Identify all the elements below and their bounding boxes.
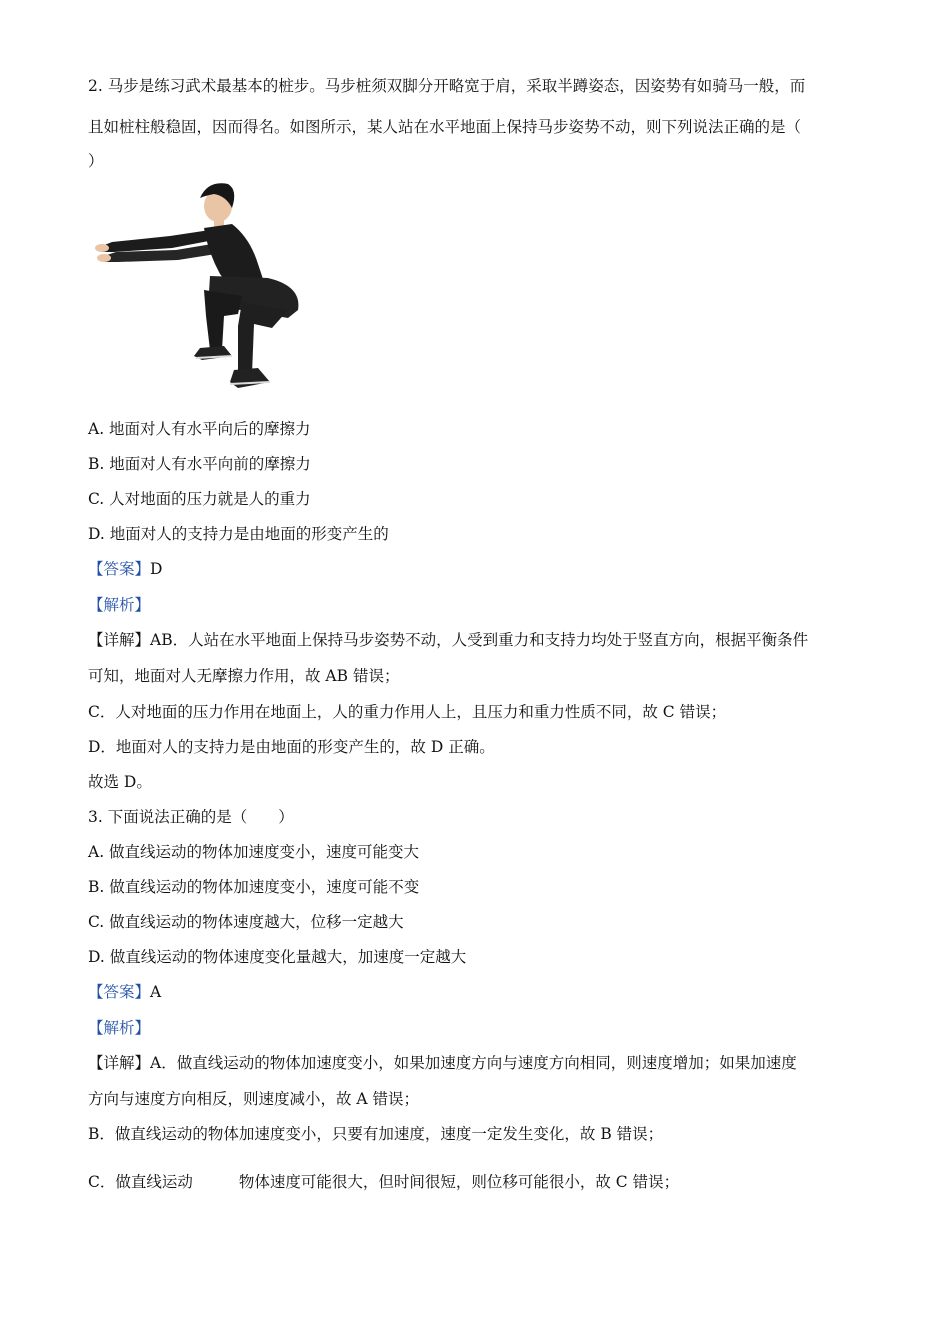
q2-option-b: B. 地面对人有水平向前的摩擦力 bbox=[88, 455, 311, 473]
q2-detail-line-4: D．地面对人的支持力是由地面的形变产生的，故 D 正确。 bbox=[88, 738, 495, 756]
detail-tag: 【详解】 bbox=[88, 631, 151, 649]
detail-text: AB．人站在水平地面上保持马步姿势不动，人受到重力和支持力均处于竖直方向，根据平衡条件 bbox=[150, 631, 809, 649]
q2-analysis-tag bbox=[88, 595, 150, 615]
q3-option-b: B. 做直线运动的物体加速度变小，速度可能不变 bbox=[88, 878, 420, 896]
q3-option-c: C. 做直线运动的物体速度越大，位移一定越大 bbox=[88, 913, 404, 931]
q2-detail-line-5: 故选 D。 bbox=[88, 773, 152, 791]
q3-answer bbox=[88, 982, 161, 1002]
q3-analysis-tag bbox=[88, 1018, 150, 1038]
q3-detail-line-1 bbox=[88, 1053, 797, 1073]
q2-detail-line-3: C．人对地面的压力作用在地面上，人的重力作用人上，且压力和重力性质不同，故 C 错误； bbox=[88, 703, 727, 721]
answer-tag: 【答案】 bbox=[88, 983, 151, 1001]
detail-text: A．做直线运动的物体加速度变小，如果加速度方向与速度方向相同，则速度增加；如果加速度 bbox=[150, 1054, 797, 1072]
answer-value: A bbox=[150, 983, 162, 1001]
detail-text-part-2: 物体速度可能很大，但时间很短，则位移可能很小，故 C 错误； bbox=[238, 1173, 680, 1191]
analysis-tag: 【解析】 bbox=[88, 1019, 151, 1037]
q2-option-d: D. 地面对人的支持力是由地面的形变产生的 bbox=[88, 525, 389, 543]
q3-option-d: D. 做直线运动的物体速度变化量越大，加速度一定越大 bbox=[88, 948, 467, 966]
q2-stem-line-2: 且如桩柱般稳固，因而得名。如图所示，某人站在水平地面上保持马步姿势不动，则下列说法正确的是（ bbox=[88, 118, 802, 136]
q3-option-a: A. 做直线运动的物体加速度变小，速度可能变大 bbox=[88, 843, 420, 861]
detail-text-part-1: C．做直线运动 bbox=[88, 1173, 193, 1191]
q3-stem: 3. 下面说法正确的是（ ） bbox=[88, 808, 294, 826]
q2-stem-line-1: 2. 马步是练习武术最基本的桩步。马步桩须双脚分开略宽于肩，采取半蹲姿态，因姿势有如骑马一般，而 bbox=[88, 77, 806, 95]
q3-detail-line-4 bbox=[88, 1172, 679, 1192]
q2-stem-line-3: ） bbox=[88, 152, 104, 170]
analysis-tag: 【解析】 bbox=[88, 596, 151, 614]
answer-tag: 【答案】 bbox=[88, 560, 151, 578]
q2-option-a: A. 地面对人有水平向后的摩擦力 bbox=[88, 420, 311, 438]
q2-detail-line-2: 可知，地面对人无摩擦力作用，故 AB 错误； bbox=[88, 667, 400, 685]
q3-detail-line-3: B．做直线运动的物体加速度变小，只要有加速度，速度一定发生变化，故 B 错误； bbox=[88, 1125, 664, 1143]
q3-detail-line-2: 方向与速度方向相反，则速度减小，故 A 错误； bbox=[88, 1090, 420, 1108]
answer-value: D bbox=[150, 560, 163, 578]
squatting-person-illustration bbox=[92, 178, 314, 400]
q2-detail-line-1 bbox=[88, 630, 808, 650]
detail-tag: 【详解】 bbox=[88, 1054, 151, 1072]
q2-answer bbox=[88, 559, 162, 579]
q2-option-c: C. 人对地面的压力就是人的重力 bbox=[88, 490, 311, 508]
